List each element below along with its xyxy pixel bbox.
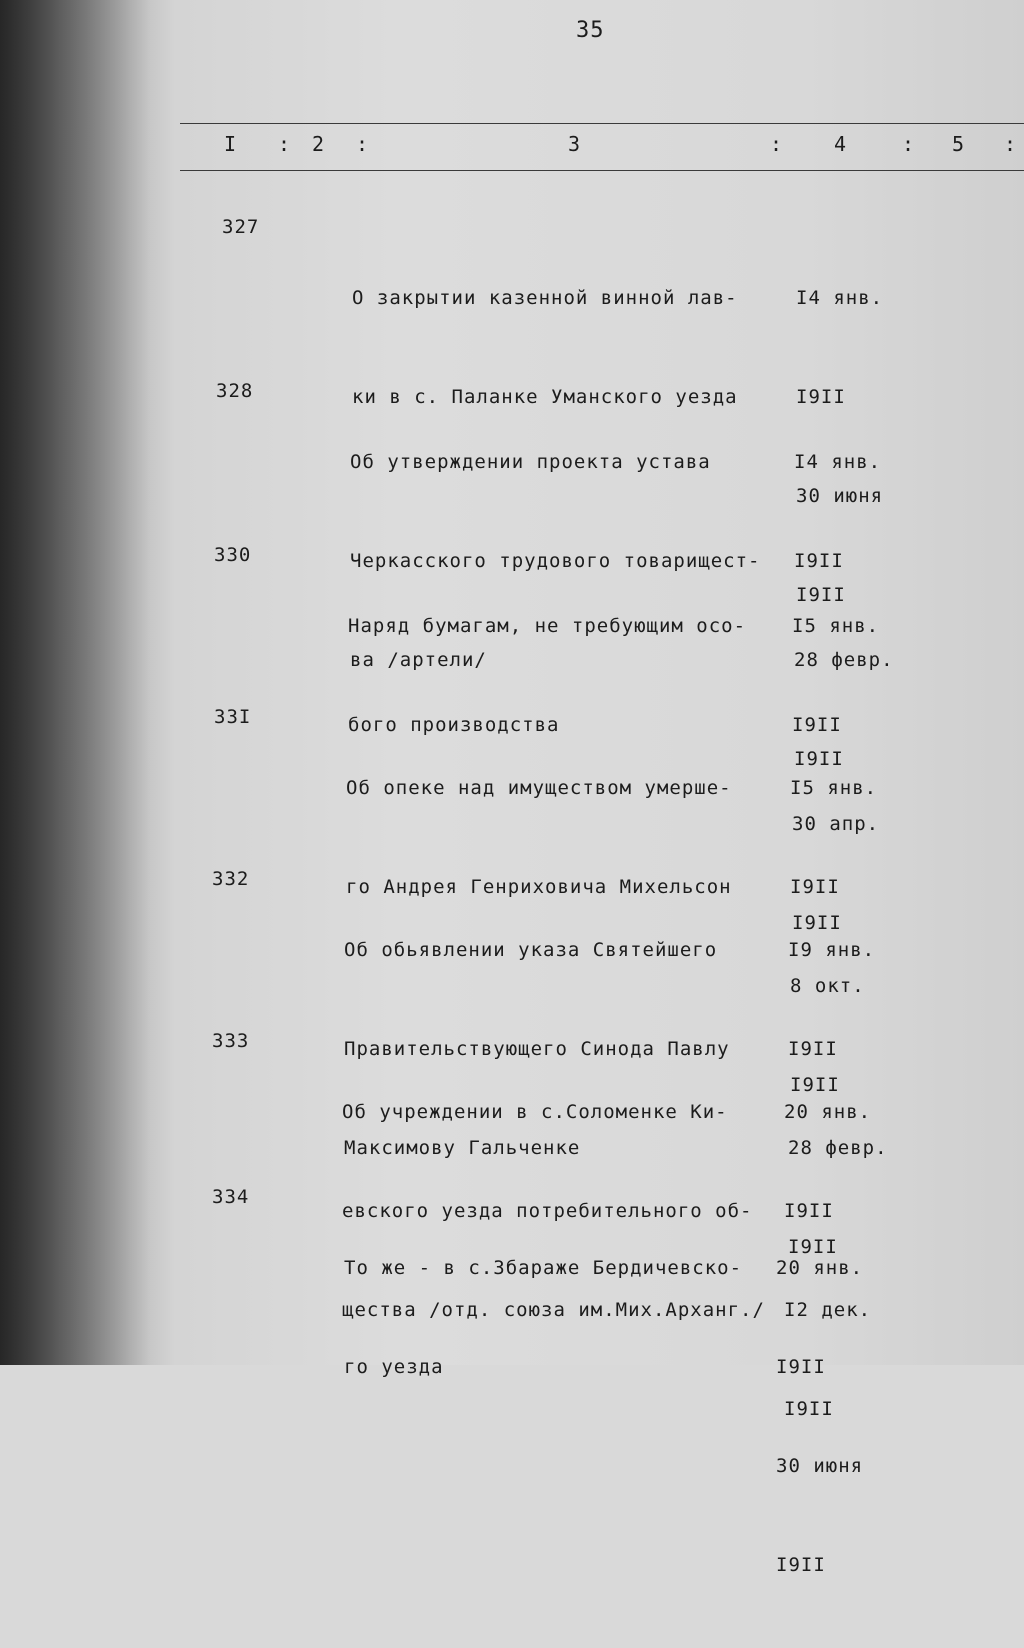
title-line: Об опеке над имуществом умерше- [346, 777, 732, 799]
entry-number: 333 [212, 1030, 250, 1052]
entry-number: 327 [222, 216, 260, 238]
entry-number: 334 [212, 1186, 250, 1208]
date-line: 8 окт. [790, 975, 865, 997]
date-line: I9II [796, 584, 846, 606]
title-line: щества /отд. союза им.Мих.Арханг./ [342, 1299, 765, 1321]
header-col-1: I [224, 132, 237, 156]
date-line: I9II [784, 1200, 834, 1222]
title-line: Максимову Гальченке [344, 1137, 581, 1159]
header-separator: : [1004, 132, 1017, 156]
date-line: I9II [794, 748, 844, 770]
entry-number: 332 [212, 868, 250, 890]
header-col-3: 3 [568, 132, 581, 156]
date-line: 30 июня [796, 485, 884, 507]
title-line: го уезда [344, 1356, 444, 1378]
header-col-5: 5 [952, 132, 965, 156]
header-rule-bottom [180, 170, 1024, 171]
date-line: I9II [788, 1236, 838, 1258]
binding-shadow [0, 0, 150, 1365]
date-line: I9 янв. [788, 939, 876, 961]
title-line: Правительствующего Синода Павлу [344, 1038, 730, 1060]
date-line: I9II [792, 912, 842, 934]
date-line: 20 янв. [776, 1257, 864, 1279]
date-line: I9II [794, 550, 844, 572]
title-line: го Андрея Генриховича Михельсон [346, 876, 732, 898]
header-separator: : [278, 132, 291, 156]
entry-number: 33I [214, 706, 252, 728]
date-line: I4 янв. [796, 287, 884, 309]
date-line: I9II [784, 1398, 834, 1420]
entry-dates [776, 1186, 863, 1648]
date-line: I9II [796, 386, 846, 408]
title-line: евского уезда потребительного об- [342, 1200, 753, 1222]
title-line: О закрытии казенной винной лав- [352, 287, 738, 309]
date-line: 30 апр. [792, 813, 880, 835]
date-line: I9II [790, 876, 840, 898]
title-line: Черкасского трудового товарищест- [350, 550, 761, 572]
date-line: 28 февр. [788, 1137, 888, 1159]
date-line: 30 июня [776, 1455, 864, 1477]
date-line: I9II [792, 714, 842, 736]
title-line: Об обьявлении указа Святейшего [344, 939, 718, 961]
date-line: 28 февр. [794, 649, 894, 671]
title-line: ва /артели/ [350, 649, 487, 671]
header-separator: : [356, 132, 369, 156]
entry-title [344, 1186, 742, 1450]
date-line: I9II [788, 1038, 838, 1060]
date-line: I9II [776, 1356, 826, 1378]
title-line: То же - в с.Збараже Бердичевско- [344, 1257, 743, 1279]
entry-number: 330 [214, 544, 252, 566]
title-line: Наряд бумагам, не требующим осо- [348, 615, 747, 637]
header-col-2: 2 [312, 132, 325, 156]
page-number: 35 [576, 18, 605, 43]
entry-number: 328 [216, 380, 254, 402]
header-col-4: 4 [834, 132, 847, 156]
date-line: I5 янв. [790, 777, 878, 799]
date-line: 20 янв. [784, 1101, 872, 1123]
date-line: I9II [776, 1554, 826, 1576]
title-line: ки в с. Паланке Уманского уезда [352, 386, 738, 408]
date-line: I2 дек. [784, 1299, 872, 1321]
date-line: I4 янв. [794, 451, 882, 473]
header-separator: : [770, 132, 783, 156]
title-line: бого производства [348, 714, 560, 736]
date-line: I5 янв. [792, 615, 880, 637]
title-line: Об учреждении в с.Соломенке Ки- [342, 1101, 728, 1123]
header-separator: : [902, 132, 915, 156]
header-rule-top [180, 123, 1024, 124]
date-line: I9II [790, 1074, 840, 1096]
title-line: Об утверждении проекта устава [350, 451, 711, 473]
